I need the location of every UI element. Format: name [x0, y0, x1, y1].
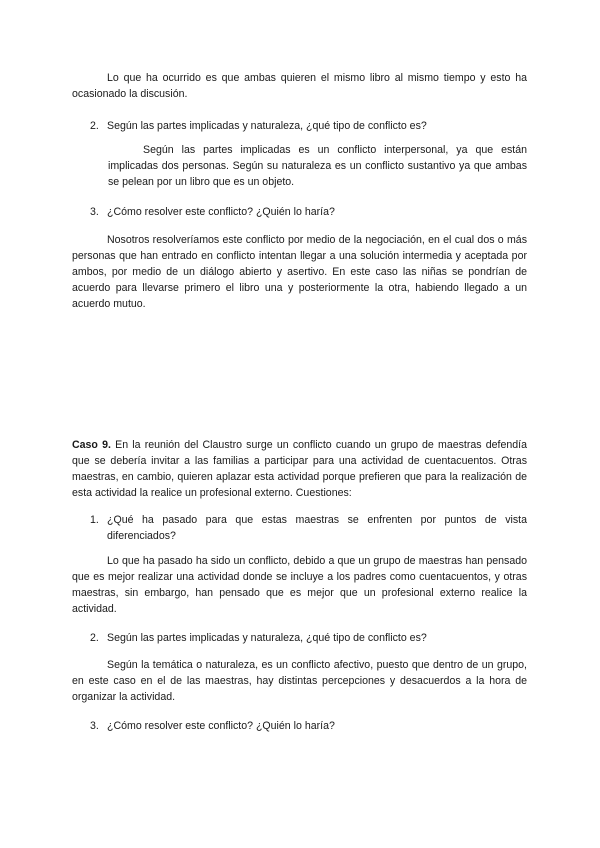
case9-label: Caso 9. — [72, 439, 111, 451]
question-text: ¿Cómo resolver este conflicto? ¿Quién lo haría? — [107, 206, 335, 218]
case9-question-1 — [90, 512, 527, 544]
case9-statement-text: En la reunión del Claustro surge un conflicto cuando un grupo de maestras defendía que se debería invitar a las familias a participar para una actividad de cuentacuentos. Otras maestras, en cambio, quieren aplazar esta actividad porque prefieren que para la realización de esta actividad la realice un profesional externo. Cuestiones: — [72, 439, 527, 499]
question-number: 3. — [90, 720, 99, 732]
case9-question-2 — [90, 630, 527, 646]
case9-question-3 — [90, 718, 527, 734]
case9-answer-2: Según la temática o naturaleza, es un conflicto afectivo, puesto que dentro de un grupo, en este caso en el de las maestras, hay distintas percepciones y desacuerdos a la hora de organizar la actividad. — [72, 659, 527, 703]
case8-question-2 — [90, 118, 527, 134]
question-text: Según las partes implicadas y naturaleza, ¿qué tipo de conflicto es? — [107, 632, 427, 644]
intro-paragraph: Lo que ha ocurrido es que ambas quieren el mismo libro al mismo tiempo y esto ha ocasionado la discusión. — [72, 72, 527, 100]
question-number: 2. — [90, 632, 99, 644]
case9-answer-1: Lo que ha pasado ha sido un conflicto, debido a que un grupo de maestras han pensado que es mejor realizar una actividad donde se incluye a los padres como cuentacuentos, y otras maestras, sin embargo, han pensado que es mejor que un profesional externo realice la actividad. — [72, 555, 527, 615]
question-text: ¿Qué ha pasado para que estas maestras se enfrenten por puntos de vista diferenciados? — [107, 514, 527, 542]
question-number: 3. — [90, 206, 99, 218]
case8-answer-3: Nosotros resolveríamos este conflicto por medio de la negociación, en el cual dos o más personas que han entrado en conflicto intentan llegar a una solución intermedia y aceptada por ambos, por medio de un diálogo abierto y asertivo. En este caso las niñas se pondrían de acuerdo para llevarse primero el libro una y posteriormente la otra, habiendo llegado a un acuerdo mutuo. — [72, 234, 527, 310]
case8-answer-2: Según las partes implicadas es un conflicto interpersonal, ya que están implicadas dos personas. Según su naturaleza es un conflicto sustantivo ya que ambas se pelean por un libro que es un objeto. — [108, 144, 527, 188]
question-number: 2. — [90, 120, 99, 132]
question-text: ¿Cómo resolver este conflicto? ¿Quién lo haría? — [107, 720, 335, 732]
question-text: Según las partes implicadas y naturaleza, ¿qué tipo de conflicto es? — [107, 120, 427, 132]
case9-statement — [72, 437, 527, 501]
question-number: 1. — [90, 514, 99, 526]
case8-question-3 — [90, 204, 527, 220]
